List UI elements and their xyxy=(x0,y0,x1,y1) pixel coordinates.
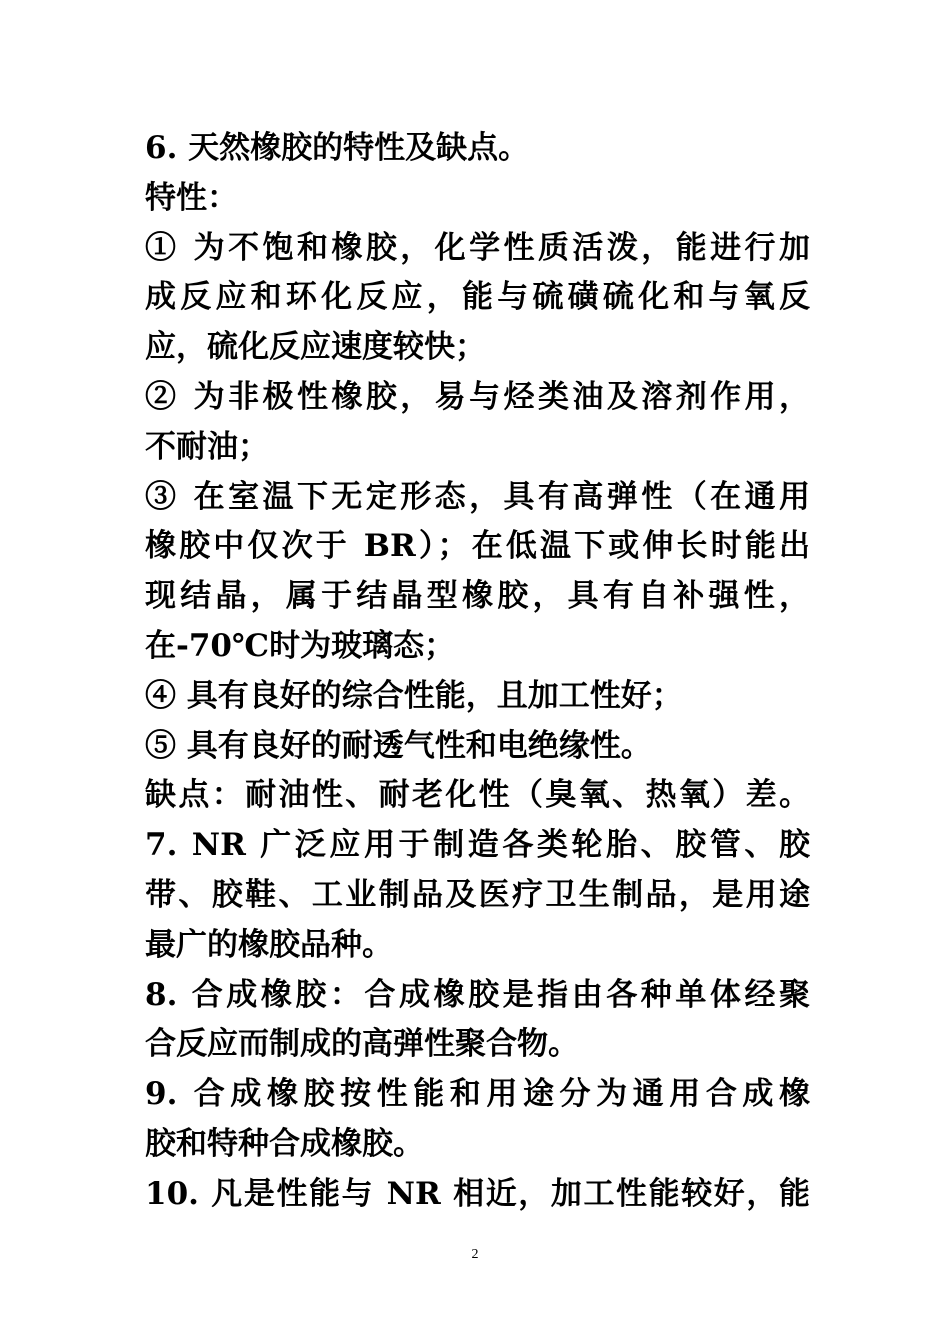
text-line: 现结晶，属于结晶型橡胶，具有自补强性， xyxy=(145,578,810,615)
heading-item-6: 6. 天然橡胶的特性及缺点。 xyxy=(145,130,530,166)
text-line: 8. 合成橡胶：合成橡胶是指由各种单体经聚 xyxy=(145,976,810,1013)
text-line: ② 为非极性橡胶，易与烃类油及溶剂作用， xyxy=(145,378,810,415)
text-line: 7. NR 广泛应用于制造各类轮胎、胶管、胶 xyxy=(145,827,810,864)
text-line: 带、胶鞋、工业制品及医疗卫生制品，是用途 xyxy=(145,876,810,913)
text-line: 缺点：耐油性、耐老化性（臭氧、热氧）差。 xyxy=(145,777,810,814)
page-number: 2 xyxy=(471,1247,479,1262)
text-line: ① 为不饱和橡胶，化学性质活泼，能进行加 xyxy=(145,229,810,266)
subheading-properties: 特性： xyxy=(145,179,238,216)
text-line: 胶和特种合成橡胶。 xyxy=(145,1125,424,1162)
text-line: ⑤ 具有良好的耐透气性和电绝缘性。 xyxy=(145,727,652,764)
text-line: ④ 具有良好的综合性能，且加工性好； xyxy=(145,677,683,714)
text-line: 最广的橡胶品种。 xyxy=(145,926,393,963)
text-line: 9. 合成橡胶按性能和用途分为通用合成橡 xyxy=(145,1076,810,1113)
body-text xyxy=(145,124,810,1220)
text-line: 在-70℃时为玻璃态； xyxy=(145,627,456,664)
text-line: ③ 在室温下无定形态，具有高弹性（在通用 xyxy=(145,478,810,515)
text-line: 成反应和环化反应，能与硫磺硫化和与氧反 xyxy=(145,279,810,316)
text-line: 合反应而制成的高弹性聚合物。 xyxy=(145,1026,579,1063)
text-line: 不耐油； xyxy=(145,428,269,465)
text-line: 应，硫化反应速度较快； xyxy=(145,329,486,366)
text-line: 橡胶中仅次于 BR）；在低温下或伸长时能出 xyxy=(145,528,810,565)
text-line: 10. 凡是性能与 NR 相近，加工性能较好，能 xyxy=(145,1175,810,1212)
